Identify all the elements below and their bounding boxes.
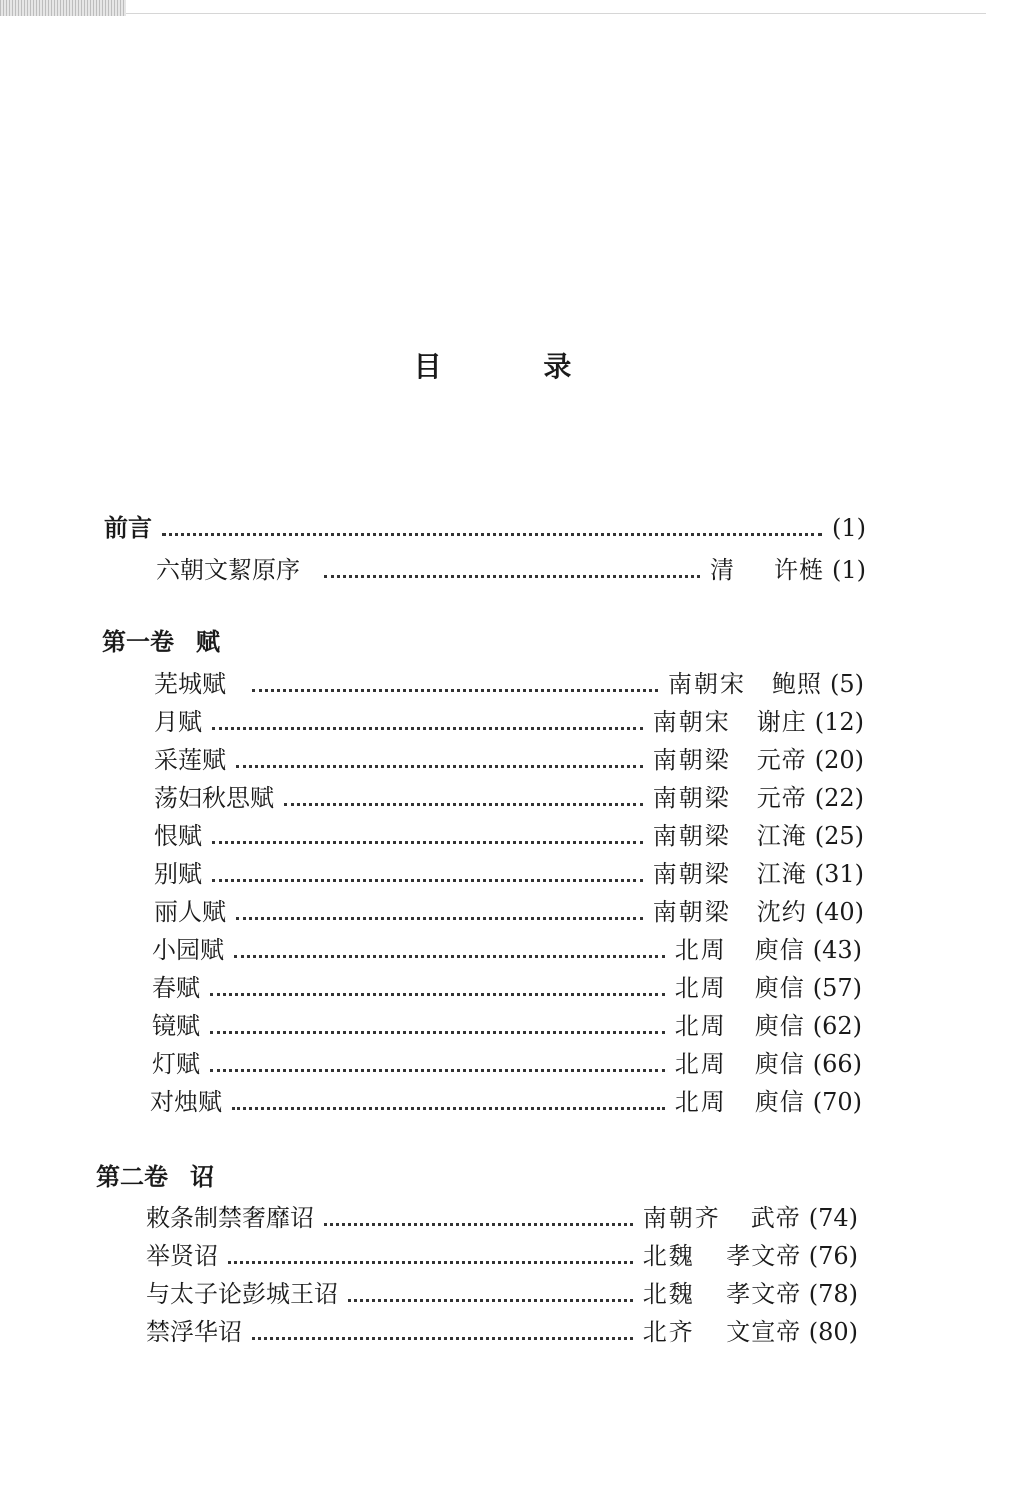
toc-row[interactable] bbox=[154, 778, 864, 812]
toc-dynasty: 清 bbox=[710, 556, 736, 584]
toc-page: (74) bbox=[808, 1204, 858, 1232]
toc-author: 庾信 bbox=[754, 1012, 805, 1040]
toc-author: 元帝 bbox=[756, 784, 807, 812]
toc-title: 春赋 bbox=[152, 974, 200, 1002]
volume-name: 诏 bbox=[190, 1163, 214, 1191]
toc-row[interactable] bbox=[146, 1312, 858, 1346]
scan-top-line bbox=[126, 13, 986, 14]
dot-leader bbox=[162, 521, 822, 536]
toc-page: (66) bbox=[812, 1050, 862, 1078]
volume-label: 第二卷 bbox=[96, 1163, 168, 1191]
dot-leader bbox=[284, 791, 643, 806]
toc-row[interactable] bbox=[152, 968, 862, 1002]
dot-leader bbox=[212, 867, 643, 882]
toc-page: (31) bbox=[814, 860, 864, 888]
scan-edge-artifact bbox=[0, 0, 126, 16]
toc-author: 武帝 bbox=[750, 1204, 801, 1232]
toc-page: (70) bbox=[812, 1088, 862, 1116]
toc-dynasty: 北魏 bbox=[642, 1242, 695, 1270]
toc-row[interactable] bbox=[152, 1006, 862, 1040]
toc-title: 举贤诏 bbox=[146, 1242, 218, 1270]
toc-author: 孝文帝 bbox=[726, 1242, 802, 1270]
toc-row[interactable] bbox=[154, 816, 864, 850]
toc-dynasty: 南朝梁 bbox=[652, 822, 731, 850]
toc-page: (78) bbox=[808, 1280, 858, 1308]
toc-author: 庾信 bbox=[754, 1050, 805, 1078]
dot-leader bbox=[348, 1287, 633, 1302]
toc-title: 丽人赋 bbox=[154, 898, 226, 926]
toc-title: 禁浮华诏 bbox=[146, 1318, 242, 1346]
toc-title: 敕条制禁奢靡诏 bbox=[146, 1204, 314, 1232]
toc-author: 谢庄 bbox=[756, 708, 807, 736]
toc-page: (57) bbox=[812, 974, 862, 1002]
dot-leader bbox=[234, 943, 665, 958]
toc-author: 孝文帝 bbox=[726, 1280, 802, 1308]
dot-leader bbox=[210, 1019, 665, 1034]
toc-author: 江淹 bbox=[756, 860, 807, 888]
toc-dynasty: 南朝梁 bbox=[652, 898, 731, 926]
toc-page: (12) bbox=[814, 708, 864, 736]
toc-page: (5) bbox=[830, 670, 864, 698]
toc-author: 庾信 bbox=[754, 974, 805, 1002]
toc-title: 采莲赋 bbox=[154, 746, 226, 774]
toc-row[interactable] bbox=[146, 1236, 858, 1270]
toc-author: 鲍照 bbox=[772, 670, 822, 698]
dot-leader bbox=[212, 829, 643, 844]
volume-label: 第一卷 bbox=[102, 628, 174, 656]
dot-leader bbox=[210, 981, 665, 996]
toc-author: 庾信 bbox=[754, 1088, 805, 1116]
toc-row[interactable] bbox=[154, 854, 864, 888]
toc-title: 与太子论彭城王诏 bbox=[146, 1280, 338, 1308]
toc-author: 元帝 bbox=[756, 746, 807, 774]
toc-author: 文宣帝 bbox=[726, 1318, 802, 1346]
toc-dynasty: 北周 bbox=[674, 936, 727, 964]
section-heading-volume1 bbox=[102, 622, 220, 657]
toc-author: 庾信 bbox=[754, 936, 805, 964]
dot-leader bbox=[252, 1325, 633, 1340]
toc-row-original-preface[interactable] bbox=[156, 550, 866, 584]
dot-leader bbox=[228, 1249, 633, 1264]
toc-page: (20) bbox=[814, 746, 864, 774]
toc-title: 小园赋 bbox=[152, 936, 224, 964]
toc-dynasty: 北周 bbox=[674, 1050, 727, 1078]
toc-row[interactable] bbox=[154, 892, 864, 926]
toc-title: 芜城赋 bbox=[154, 670, 226, 698]
toc-author: 许梿 bbox=[774, 556, 824, 584]
toc-page: (76) bbox=[808, 1242, 858, 1270]
toc-title: 镜赋 bbox=[152, 1012, 200, 1040]
section-heading-volume2 bbox=[96, 1157, 214, 1192]
toc-title: 对烛赋 bbox=[150, 1088, 222, 1116]
toc-page: (25) bbox=[814, 822, 864, 850]
toc-page: (43) bbox=[812, 936, 862, 964]
toc-author: 江淹 bbox=[756, 822, 807, 850]
toc-dynasty: 南朝梁 bbox=[652, 784, 731, 812]
toc-dynasty: 北魏 bbox=[642, 1280, 695, 1308]
toc-dynasty: 南朝齐 bbox=[642, 1204, 721, 1232]
toc-page: (22) bbox=[814, 784, 864, 812]
dot-leader bbox=[236, 753, 643, 768]
toc-row[interactable] bbox=[154, 702, 864, 736]
toc-dynasty: 南朝宋 bbox=[668, 670, 746, 698]
toc-dynasty: 北周 bbox=[674, 974, 727, 1002]
dot-leader bbox=[212, 715, 643, 730]
toc-page: (1) bbox=[832, 514, 866, 542]
toc-title: 月赋 bbox=[154, 708, 202, 736]
toc-row[interactable] bbox=[150, 1082, 862, 1116]
toc-dynasty: 南朝梁 bbox=[652, 860, 731, 888]
toc-dynasty: 北周 bbox=[674, 1088, 727, 1116]
dot-leader bbox=[324, 1211, 633, 1226]
toc-title: 恨赋 bbox=[154, 822, 202, 850]
dot-leader bbox=[210, 1057, 665, 1072]
dot-leader bbox=[232, 1095, 665, 1110]
toc-row[interactable] bbox=[146, 1274, 858, 1308]
toc-row[interactable] bbox=[146, 1198, 858, 1232]
toc-title: 荡妇秋思赋 bbox=[154, 784, 274, 812]
toc-row[interactable] bbox=[152, 1044, 862, 1078]
toc-dynasty: 北齐 bbox=[642, 1318, 695, 1346]
toc-title: 灯赋 bbox=[152, 1050, 200, 1078]
dot-leader bbox=[236, 905, 643, 920]
toc-dynasty: 南朝宋 bbox=[652, 708, 731, 736]
page-title: 目 录 bbox=[413, 350, 618, 383]
toc-page: (62) bbox=[812, 1012, 862, 1040]
toc-dynasty: 北周 bbox=[674, 1012, 727, 1040]
toc-row[interactable] bbox=[154, 740, 864, 774]
toc-row[interactable] bbox=[152, 930, 862, 964]
toc-title: 前言 bbox=[104, 514, 152, 542]
toc-row[interactable] bbox=[154, 664, 864, 698]
toc-page: (40) bbox=[814, 898, 864, 926]
toc-page: (80) bbox=[808, 1318, 858, 1346]
toc-title: 别赋 bbox=[154, 860, 202, 888]
volume-name: 赋 bbox=[196, 628, 220, 656]
dot-leader bbox=[324, 563, 700, 578]
toc-author: 沈约 bbox=[756, 898, 807, 926]
toc-title: 六朝文絜原序 bbox=[156, 556, 300, 584]
toc-page: (1) bbox=[832, 556, 866, 584]
dot-leader bbox=[252, 677, 658, 692]
toc-dynasty: 南朝梁 bbox=[652, 746, 731, 774]
toc-row-preface[interactable] bbox=[104, 508, 866, 542]
